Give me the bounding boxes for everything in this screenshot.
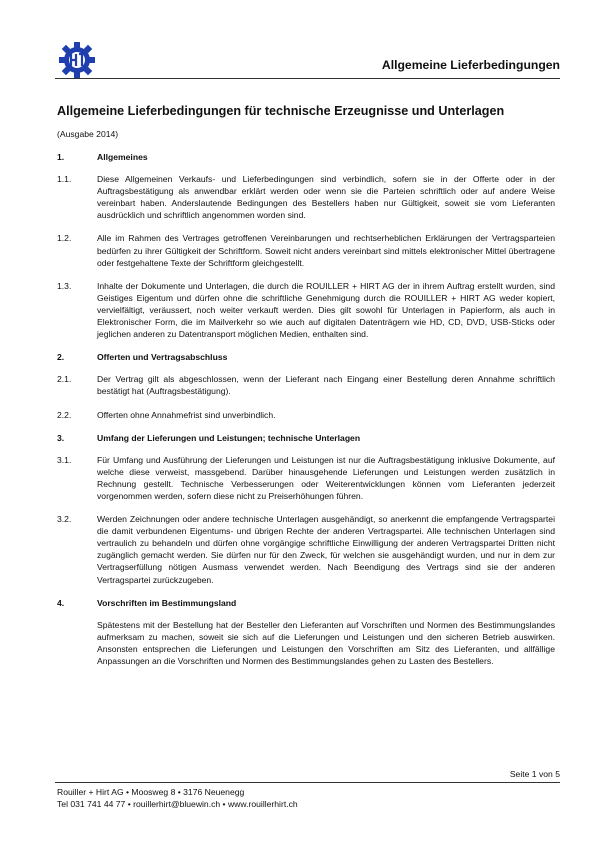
clause-text: Inhalte der Dokumente und Unterlagen, die durch die ROUILLER + HIRT AG der in ihrem Auftrag erstellt wurden, sind Geistiges Eigentum und dürfen ohne die schriftliche Genehmigung durch die ROUILLER + HIRT AG weder kopiert, vervielfältigt, veräussert, noch weiter verkauft werden. Dies gilt sowohl für Unterlagen in Papierform, als auch in Elektronischer Form, die im Mailverkehr so wie auch auf digitalen Datenträgern wie HD, CD, DVD, USB-Sticks oder jeglichen anderen zu Datentransport möglichen Medien, enthalten sind. <box>97 280 555 340</box>
clause-text: Diese Allgemeinen Verkaufs- und Lieferbedingungen sind verbindlich, sofern sie in der Offerte oder in der Auftragsbestätigung als anwendbar erklärt werden oder wenn sie die Parteien schriftlich oder auf andere Weise vereinbart haben. Anderslautende Bedingungen des Bestellers haben nur Gültigkeit, soweit sie vom Lieferanten ausdrücklich und schriftlich angenommen worden sind. <box>97 174 555 221</box>
clause-number: 3.1. <box>57 454 72 465</box>
footer-contact-line: Tel 031 741 44 77 • rouillerhirt@bluewin.ch • www.rouillerhirt.ch <box>57 799 298 809</box>
section-title: Vorschriften im Bestimmungsland <box>97 597 237 608</box>
document-title: Allgemeine Lieferbedingungen für technische Erzeugnisse und Unterlagen <box>57 104 505 118</box>
clause-text: Alle im Rahmen des Vertrages getroffenen Vereinbarungen und rechtserheblichen Erklärungen der Vertragsparteien bedürfen zu ihrer Gültigkeit der Schriftform. Soweit nicht anders vereinbart sind mittels elektronischer Mittel übertragene oder festgehaltene Texte der Schriftform gleichgestellt. <box>97 233 555 268</box>
page-number: Seite 1 von 5 <box>509 769 560 779</box>
section-heading <box>57 351 555 363</box>
section-number: 2. <box>57 352 65 363</box>
clause-text: Spätestens mit der Bestellung hat der Besteller den Lieferanten auf Vorschriften und Normen des Bestimmungslandes aufmerksam zu machen, soweit sie sich auf die Lieferungen und Leistungen und den sicheren Betrieb auswirken. Ansonsten entsprechen die Lieferungen und Leistungen den Vorschriften am Sitz des Lieferanten, und allfällige Anpassungen an die Vorschriften und Normen des Bestimmungslandes gehen zu Lasten des Bestellers. <box>97 619 555 666</box>
clause-text: Offerten ohne Annahmefrist sind unverbindlich. <box>97 409 276 420</box>
section-number: 1. <box>57 152 65 162</box>
clause <box>57 513 555 586</box>
section-title: Offerten und Vertragsabschluss <box>97 352 228 363</box>
section-heading <box>57 432 555 444</box>
section-number: 3. <box>57 432 65 443</box>
clause <box>57 232 555 268</box>
footer-address <box>57 786 298 810</box>
clause <box>57 619 555 667</box>
section-heading <box>57 597 555 609</box>
document-body <box>57 151 555 678</box>
clause-number: 2.1. <box>57 374 72 385</box>
clause-number <box>57 619 97 667</box>
clause-text: Für Umfang und Ausführung der Lieferungen und Leistungen ist nur die Auftragsbestätigung inklusive Dokumente, auf welche diese verweist, massgebend. Darüber hinausgehende Lieferungen und Leistungen werden zusätzlich in Rechnung gestellt. Technische Verbesserungen oder Weiterentwicklungen können vom Lieferanten jederzeit vorgenommen werden, sofern diese nicht zu Preiserhöhungen führen. <box>97 454 555 501</box>
clause-number: 1.2. <box>57 233 72 244</box>
clause-text: Werden Zeichnungen oder andere technische Unterlagen ausgehändigt, so anerkennt die empfangende Vertragspartei die damit verbundenen Eigentums- und übrigen Rechte der anderen Vertragspartei. Alle technischen Unterlagen sind vertraulich zu behandeln und dürfen ohne vorgängige schriftliche Einwilligung der anderen Vertragspartei Dritten nicht zugänglich gemacht werden. Sie dürfen nur für den Zweck, für welchen sie ausgehändigt wurden, und nur in dem zur Vertragserfüllung nötigen Ausmass verwendet werden. Nach Beendigung des Vertrags sind sie der anderen Vertragspartei zurückzugeben. <box>97 514 555 585</box>
clause <box>57 409 555 421</box>
header-divider <box>55 78 560 79</box>
clause-number: 1.1. <box>57 174 72 185</box>
footer-divider <box>55 782 560 783</box>
clause <box>57 373 555 397</box>
clause <box>57 454 555 502</box>
footer-address-line: Rouiller + Hirt AG • Moosweg 8 • 3176 Neuenegg <box>57 787 245 797</box>
company-gear-logo-icon <box>55 40 99 80</box>
section-title: Allgemeines <box>97 152 148 162</box>
document-edition: (Ausgabe 2014) <box>57 129 119 139</box>
clause-text: Der Vertrag gilt als abgeschlossen, wenn der Lieferant nach Eingang einer Bestellung deren Annahme schriftlich bestätigt hat (Auftragsbestätigung). <box>97 374 555 397</box>
clause-number: 2.2. <box>57 409 72 420</box>
clause-number: 1.3. <box>57 280 72 291</box>
section-number: 4. <box>57 597 65 608</box>
header-title: Allgemeine Lieferbedingungen <box>381 58 560 72</box>
clause-number: 3.2. <box>57 514 72 525</box>
clause <box>57 173 555 221</box>
section-title: Umfang der Lieferungen und Leistungen; technische Unterlagen <box>97 432 361 443</box>
section-heading <box>57 151 555 163</box>
clause <box>57 280 555 340</box>
